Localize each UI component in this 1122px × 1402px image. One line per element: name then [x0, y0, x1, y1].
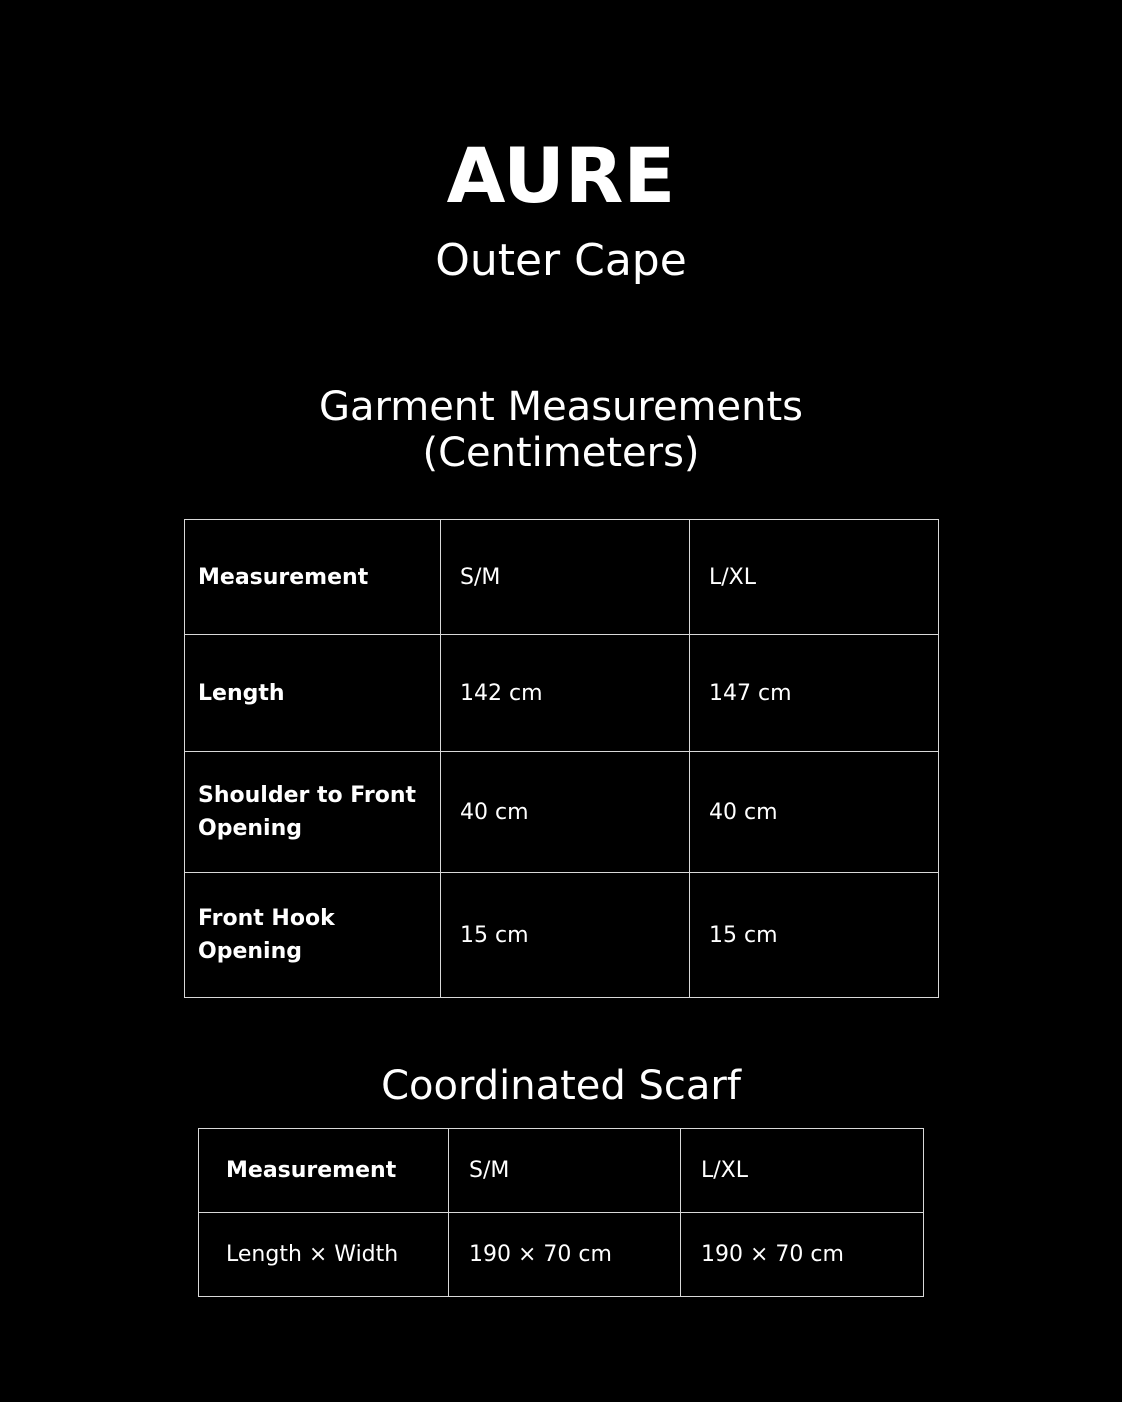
garment-section-title: [0, 384, 1122, 476]
garment-title-line-1: Garment Measurements: [318, 384, 804, 430]
product-name: Outer Cape: [435, 235, 687, 286]
scarf-section-title: Coordinated Scarf: [381, 1063, 741, 1109]
table-row: [185, 752, 939, 873]
value-cell-sm: 15 cm: [441, 873, 690, 998]
value-cell-lxl: 15 cm: [690, 873, 939, 998]
value-cell-sm: 40 cm: [441, 752, 690, 873]
row-label: Front Hook Opening: [185, 873, 441, 998]
header-cell-sm: S/M: [441, 520, 690, 635]
table-row: [199, 1213, 924, 1297]
header-cell-measurement: Measurement: [185, 520, 441, 635]
header-cell-sm: S/M: [449, 1129, 681, 1213]
table-header-row: [199, 1129, 924, 1213]
value-cell-sm: 190 × 70 cm: [449, 1213, 681, 1297]
row-label: Shoulder to Front Opening: [185, 752, 441, 873]
table-row: [185, 873, 939, 998]
value-cell-sm: 142 cm: [441, 635, 690, 752]
value-cell-lxl: 190 × 70 cm: [681, 1213, 924, 1297]
value-cell-lxl: 40 cm: [690, 752, 939, 873]
row-label: Length: [185, 635, 441, 752]
scarf-measurements-table: [198, 1128, 924, 1297]
table-header-row: [185, 520, 939, 635]
header-cell-lxl: L/XL: [681, 1129, 924, 1213]
header-cell-lxl: L/XL: [690, 520, 939, 635]
header-cell-measurement: Measurement: [199, 1129, 449, 1213]
value-cell-lxl: 147 cm: [690, 635, 939, 752]
row-label: Length × Width: [199, 1213, 449, 1297]
garment-title-line-2: (Centimeters): [422, 430, 700, 476]
garment-measurements-table: [184, 519, 939, 998]
table-row: [185, 635, 939, 752]
brand-title: AURE: [446, 131, 676, 220]
